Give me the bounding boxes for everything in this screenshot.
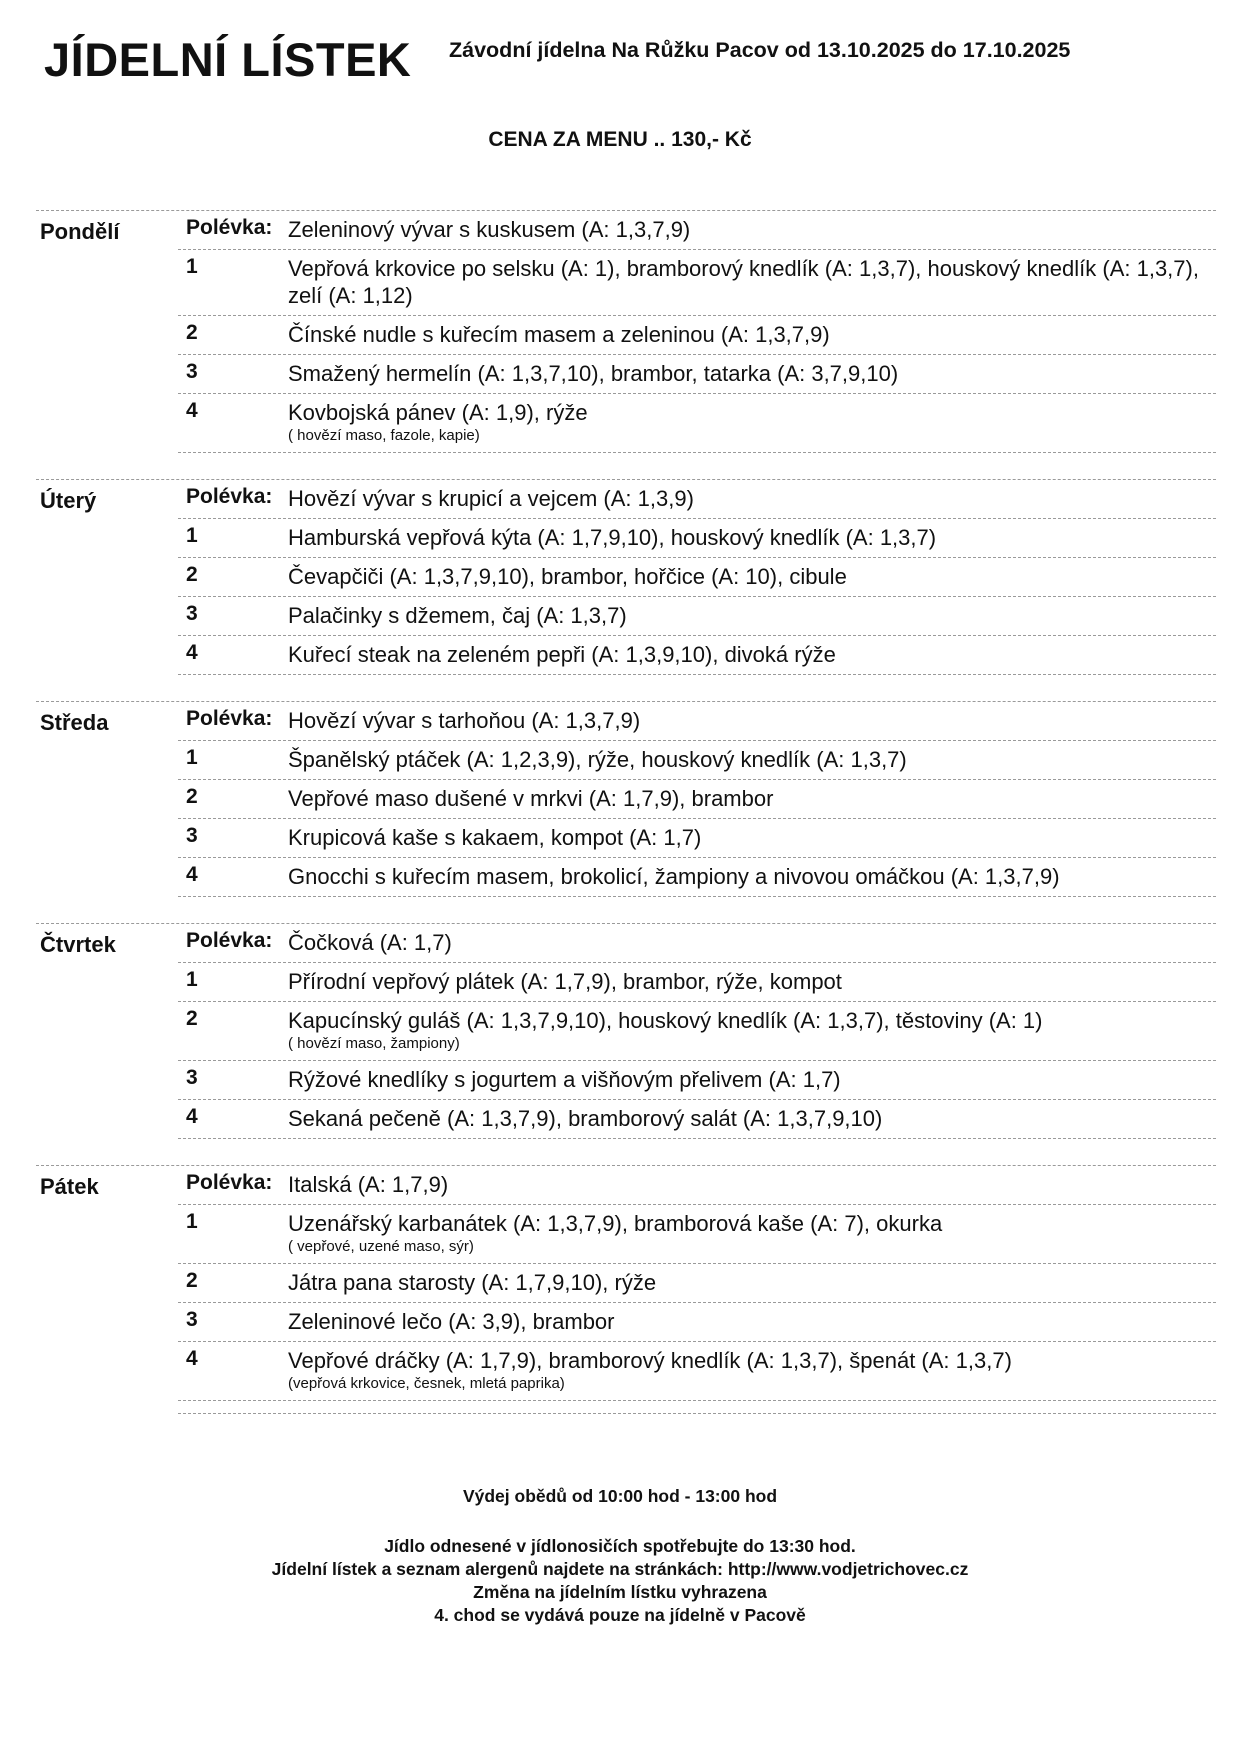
page-title: JÍDELNÍ LÍSTEK xyxy=(44,33,412,86)
day-name: Pátek xyxy=(40,1174,99,1199)
menu-row xyxy=(178,636,1216,675)
menu-row xyxy=(178,702,1216,741)
dish-description: Smažený hermelín (A: 1,3,7,10), brambor, tatarka (A: 3,7,9,10) xyxy=(288,361,899,386)
dish-cell xyxy=(288,321,1216,348)
dish-note: ( hovězí maso, žampiony) xyxy=(288,1035,460,1052)
course-number: 2 xyxy=(186,1007,198,1030)
dish-note: ( hovězí maso, fazole, kapie) xyxy=(288,427,480,444)
dish-description: Palačinky s džemem, čaj (A: 1,3,7) xyxy=(288,603,627,628)
menu-row xyxy=(178,819,1216,858)
footer-note: 4. chod se vydává pouze na jídelně v Pacově xyxy=(434,1605,806,1625)
dish-cell xyxy=(288,1007,1216,1054)
day-section xyxy=(36,479,1216,701)
dish-description: Italská (A: 1,7,9) xyxy=(288,1172,449,1197)
dish-description: Zeleninový vývar s kuskusem (A: 1,3,7,9) xyxy=(288,217,691,242)
dish-cell xyxy=(288,216,1216,243)
course-number: 4 xyxy=(186,1105,198,1128)
dish-description: Kapucínský guláš (A: 1,3,7,9,10), houskový knedlík (A: 1,3,7), těstoviny (A: 1) xyxy=(288,1008,1043,1033)
course-number: 3 xyxy=(186,602,198,625)
dish-cell xyxy=(288,602,1216,629)
dish-description: Španělský ptáček (A: 1,2,3,9), rýže, houskový knedlík (A: 1,3,7) xyxy=(288,747,907,772)
course-number: 2 xyxy=(186,785,198,808)
menu-row xyxy=(178,316,1216,355)
menu-row xyxy=(178,480,1216,519)
dish-description: Vepřové maso dušené v mrkvi (A: 1,7,9), brambor xyxy=(288,786,774,811)
course-number: 3 xyxy=(186,360,198,383)
dish-cell xyxy=(288,1210,1216,1257)
course-number: 2 xyxy=(186,563,198,586)
course-number: 2 xyxy=(186,1269,198,1292)
dish-cell xyxy=(288,524,1216,551)
dish-description: Zeleninové lečo (A: 3,9), brambor xyxy=(288,1309,615,1334)
day-section xyxy=(36,923,1216,1165)
dish-description: Vepřová krkovice po selsku (A: 1), bramborový knedlík (A: 1,3,7), houskový knedlík (A: 1,3,7), zelí (A: 1,12) xyxy=(288,256,1199,308)
dish-description: Čočková (A: 1,7) xyxy=(288,930,452,955)
menu-row xyxy=(178,741,1216,780)
dish-cell xyxy=(288,1105,1216,1132)
dish-cell xyxy=(288,746,1216,773)
day-name: Čtvrtek xyxy=(40,932,116,957)
footer-note: Jídelní lístek a seznam alergenů najdete na stránkách: http://www.vodjetrichovec.cz xyxy=(271,1559,969,1579)
soup-label: Polévka: xyxy=(186,216,273,239)
dish-cell xyxy=(288,785,1216,812)
day-section xyxy=(36,210,1216,479)
menu-row xyxy=(178,558,1216,597)
menu-row xyxy=(178,1002,1216,1061)
menu-row xyxy=(178,211,1216,250)
dish-cell xyxy=(288,641,1216,668)
dish-cell xyxy=(288,485,1216,512)
dish-description: Játra pana starosty (A: 1,7,9,10), rýže xyxy=(288,1270,657,1295)
menu-price: CENA ZA MENU .. 130,- Kč xyxy=(488,128,752,151)
dish-description: Hamburská vepřová kýta (A: 1,7,9,10), houskový knedlík (A: 1,3,7) xyxy=(288,525,937,550)
course-number: 1 xyxy=(186,968,198,991)
dish-cell xyxy=(288,929,1216,956)
menu-row xyxy=(178,924,1216,963)
menu-row xyxy=(178,1100,1216,1139)
menu-row xyxy=(178,1303,1216,1342)
dish-cell xyxy=(288,360,1216,387)
course-number: 3 xyxy=(186,1308,198,1331)
divider xyxy=(178,1413,1216,1414)
course-number: 4 xyxy=(186,641,198,664)
dish-cell xyxy=(288,1347,1216,1394)
menu-row xyxy=(178,355,1216,394)
footer-notes xyxy=(0,1535,1240,1627)
menu-row xyxy=(178,1264,1216,1303)
dish-description: Krupicová kaše s kakaem, kompot (A: 1,7) xyxy=(288,825,702,850)
dish-cell xyxy=(288,255,1216,309)
dish-description: Vepřové dráčky (A: 1,7,9), bramborový knedlík (A: 1,3,7), špenát (A: 1,3,7) xyxy=(288,1348,1012,1373)
course-number: 1 xyxy=(186,1210,198,1233)
menu-row xyxy=(178,597,1216,636)
day-section xyxy=(36,1165,1216,1427)
dish-cell xyxy=(288,1308,1216,1335)
serving-hours: Výdej obědů od 10:00 hod - 13:00 hod xyxy=(462,1486,778,1506)
dish-description: Čínské nudle s kuřecím masem a zeleninou (A: 1,3,7,9) xyxy=(288,322,830,347)
dish-description: Hovězí vývar s krupicí a vejcem (A: 1,3,9) xyxy=(288,486,694,511)
menu-row xyxy=(178,394,1216,453)
dish-description: Kuřecí steak na zeleném pepři (A: 1,3,9,10), divoká rýže xyxy=(288,642,836,667)
dish-cell xyxy=(288,707,1216,734)
day-name: Úterý xyxy=(40,488,97,513)
soup-label: Polévka: xyxy=(186,1171,273,1194)
menu-row xyxy=(178,780,1216,819)
course-number: 3 xyxy=(186,1066,198,1089)
dish-cell xyxy=(288,863,1216,890)
weekly-menu xyxy=(36,210,1216,1427)
menu-row xyxy=(178,519,1216,558)
course-number: 1 xyxy=(186,746,198,769)
soup-label: Polévka: xyxy=(186,929,273,952)
dish-note: ( vepřové, uzené maso, sýr) xyxy=(288,1238,474,1255)
course-number: 4 xyxy=(186,1347,198,1370)
dish-cell xyxy=(288,968,1216,995)
soup-label: Polévka: xyxy=(186,485,273,508)
footer-note: Jídlo odnesené v jídlonosičích spotřebujte do 13:30 hod. xyxy=(384,1536,856,1556)
day-section xyxy=(36,701,1216,923)
menu-row xyxy=(178,963,1216,1002)
dish-description: Gnocchi s kuřecím masem, brokolicí, žampiony a nivovou omáčkou (A: 1,3,7,9) xyxy=(288,864,1060,889)
menu-row xyxy=(178,858,1216,897)
dish-description: Uzenářský karbanátek (A: 1,3,7,9), bramborová kaše (A: 7), okurka xyxy=(288,1211,943,1236)
dish-description: Kovbojská pánev (A: 1,9), rýže xyxy=(288,400,588,425)
day-name: Středa xyxy=(40,710,109,735)
course-number: 1 xyxy=(186,255,198,278)
menu-row xyxy=(178,1205,1216,1264)
course-number: 4 xyxy=(186,399,198,422)
footer-note: Změna na jídelním lístku vyhrazena xyxy=(473,1582,767,1602)
menu-row xyxy=(178,250,1216,316)
dish-description: Sekaná pečeně (A: 1,3,7,9), bramborový salát (A: 1,3,7,9,10) xyxy=(288,1106,883,1131)
course-number: 4 xyxy=(186,863,198,886)
day-name: Pondělí xyxy=(40,219,120,244)
dish-cell xyxy=(288,563,1216,590)
menu-row xyxy=(178,1061,1216,1100)
dish-cell xyxy=(288,399,1216,446)
dish-cell xyxy=(288,1066,1216,1093)
menu-row xyxy=(178,1342,1216,1401)
dish-description: Přírodní vepřový plátek (A: 1,7,9), brambor, rýže, kompot xyxy=(288,969,842,994)
menu-row xyxy=(178,1166,1216,1205)
dish-note: (vepřová krkovice, česnek, mletá paprika) xyxy=(288,1375,565,1392)
dish-description: Rýžové knedlíky s jogurtem a višňovým přelivem (A: 1,7) xyxy=(288,1067,841,1092)
course-number: 1 xyxy=(186,524,198,547)
dish-description: Hovězí vývar s tarhoňou (A: 1,3,7,9) xyxy=(288,708,641,733)
dish-description: Čevapčiči (A: 1,3,7,9,10), brambor, hořčice (A: 10), cibule xyxy=(288,564,847,589)
course-number: 3 xyxy=(186,824,198,847)
dish-cell xyxy=(288,1269,1216,1296)
dish-cell xyxy=(288,824,1216,851)
soup-label: Polévka: xyxy=(186,707,273,730)
course-number: 2 xyxy=(186,321,198,344)
canteen-subtitle: Závodní jídelna Na Růžku Pacov od 13.10.2025 do 17.10.2025 xyxy=(449,38,1071,62)
dish-cell xyxy=(288,1171,1216,1198)
